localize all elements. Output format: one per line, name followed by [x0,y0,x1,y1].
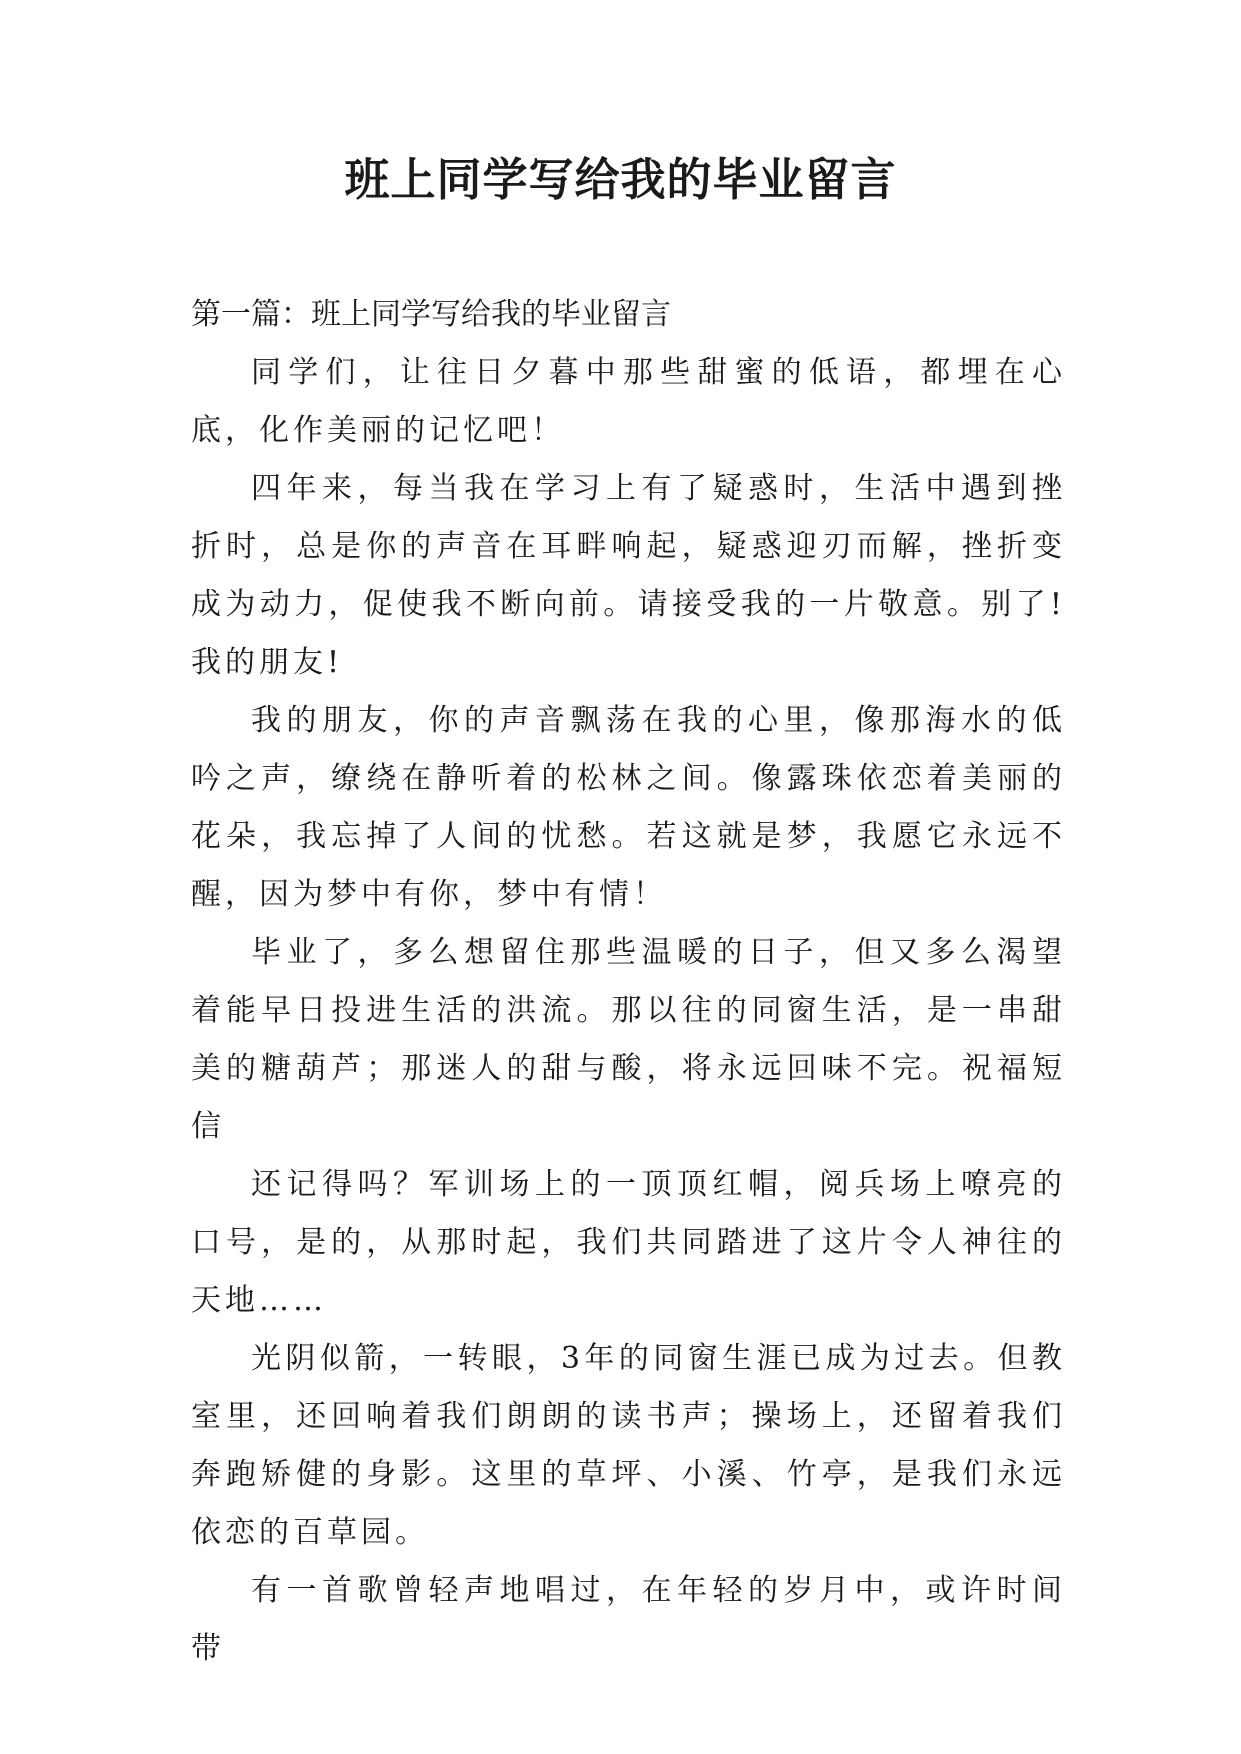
paragraph: 我的朋友，你的声音飘荡在我的心里，像那海水的低吟之声，缭绕在静听着的松林之间。像露珠依恋着美丽的花朵，我忘掉了人间的忧愁。若这就是梦，我愿它永远不醒，因为梦中有你，梦中有情！ [191,703,1066,912]
paragraph: 同学们，让往日夕暮中那些甜蜜的低语，都埋在心底，化作美丽的记忆吧！ [191,355,1066,448]
paragraph: 毕业了，多么想留住那些温暖的日子，但又多么渴望着能早日投进生活的洪流。那以往的同窗生活，是一串甜美的糖葫芦；那迷人的甜与酸，将永远回味不完。祝福短信 [191,935,1066,1144]
paragraph: 还记得吗？军训场上的一顶顶红帽，阅兵场上嘹亮的口号，是的，从那时起，我们共同踏进了这片令人神往的天地…… [191,1167,1066,1318]
section-heading: 第一篇：班上同学写给我的毕业留言 [191,297,671,332]
paragraph: 四年来，每当我在学习上有了疑惑时，生活中遇到挫折时，总是你的声音在耳畔响起，疑惑迎刃而解，挫折变成为动力，促使我不断向前。请接受我的一片敬意。别了!我的朋友! [191,471,1066,680]
paragraph: 有一首歌曾轻声地唱过，在年轻的岁月中，或许时间带 [191,1573,1066,1666]
document-title: 班上同学写给我的毕业留言 [344,153,897,206]
paragraph: 光阴似箭，一转眼，3年的同窗生涯已成为过去。但教室里，还回响着我们朗朗的读书声；操场上，还留着我们奔跑矫健的身影。这里的草坪、小溪、竹亭，是我们永远依恋的百草园。 [191,1341,1066,1550]
document-body [191,286,1066,1678]
